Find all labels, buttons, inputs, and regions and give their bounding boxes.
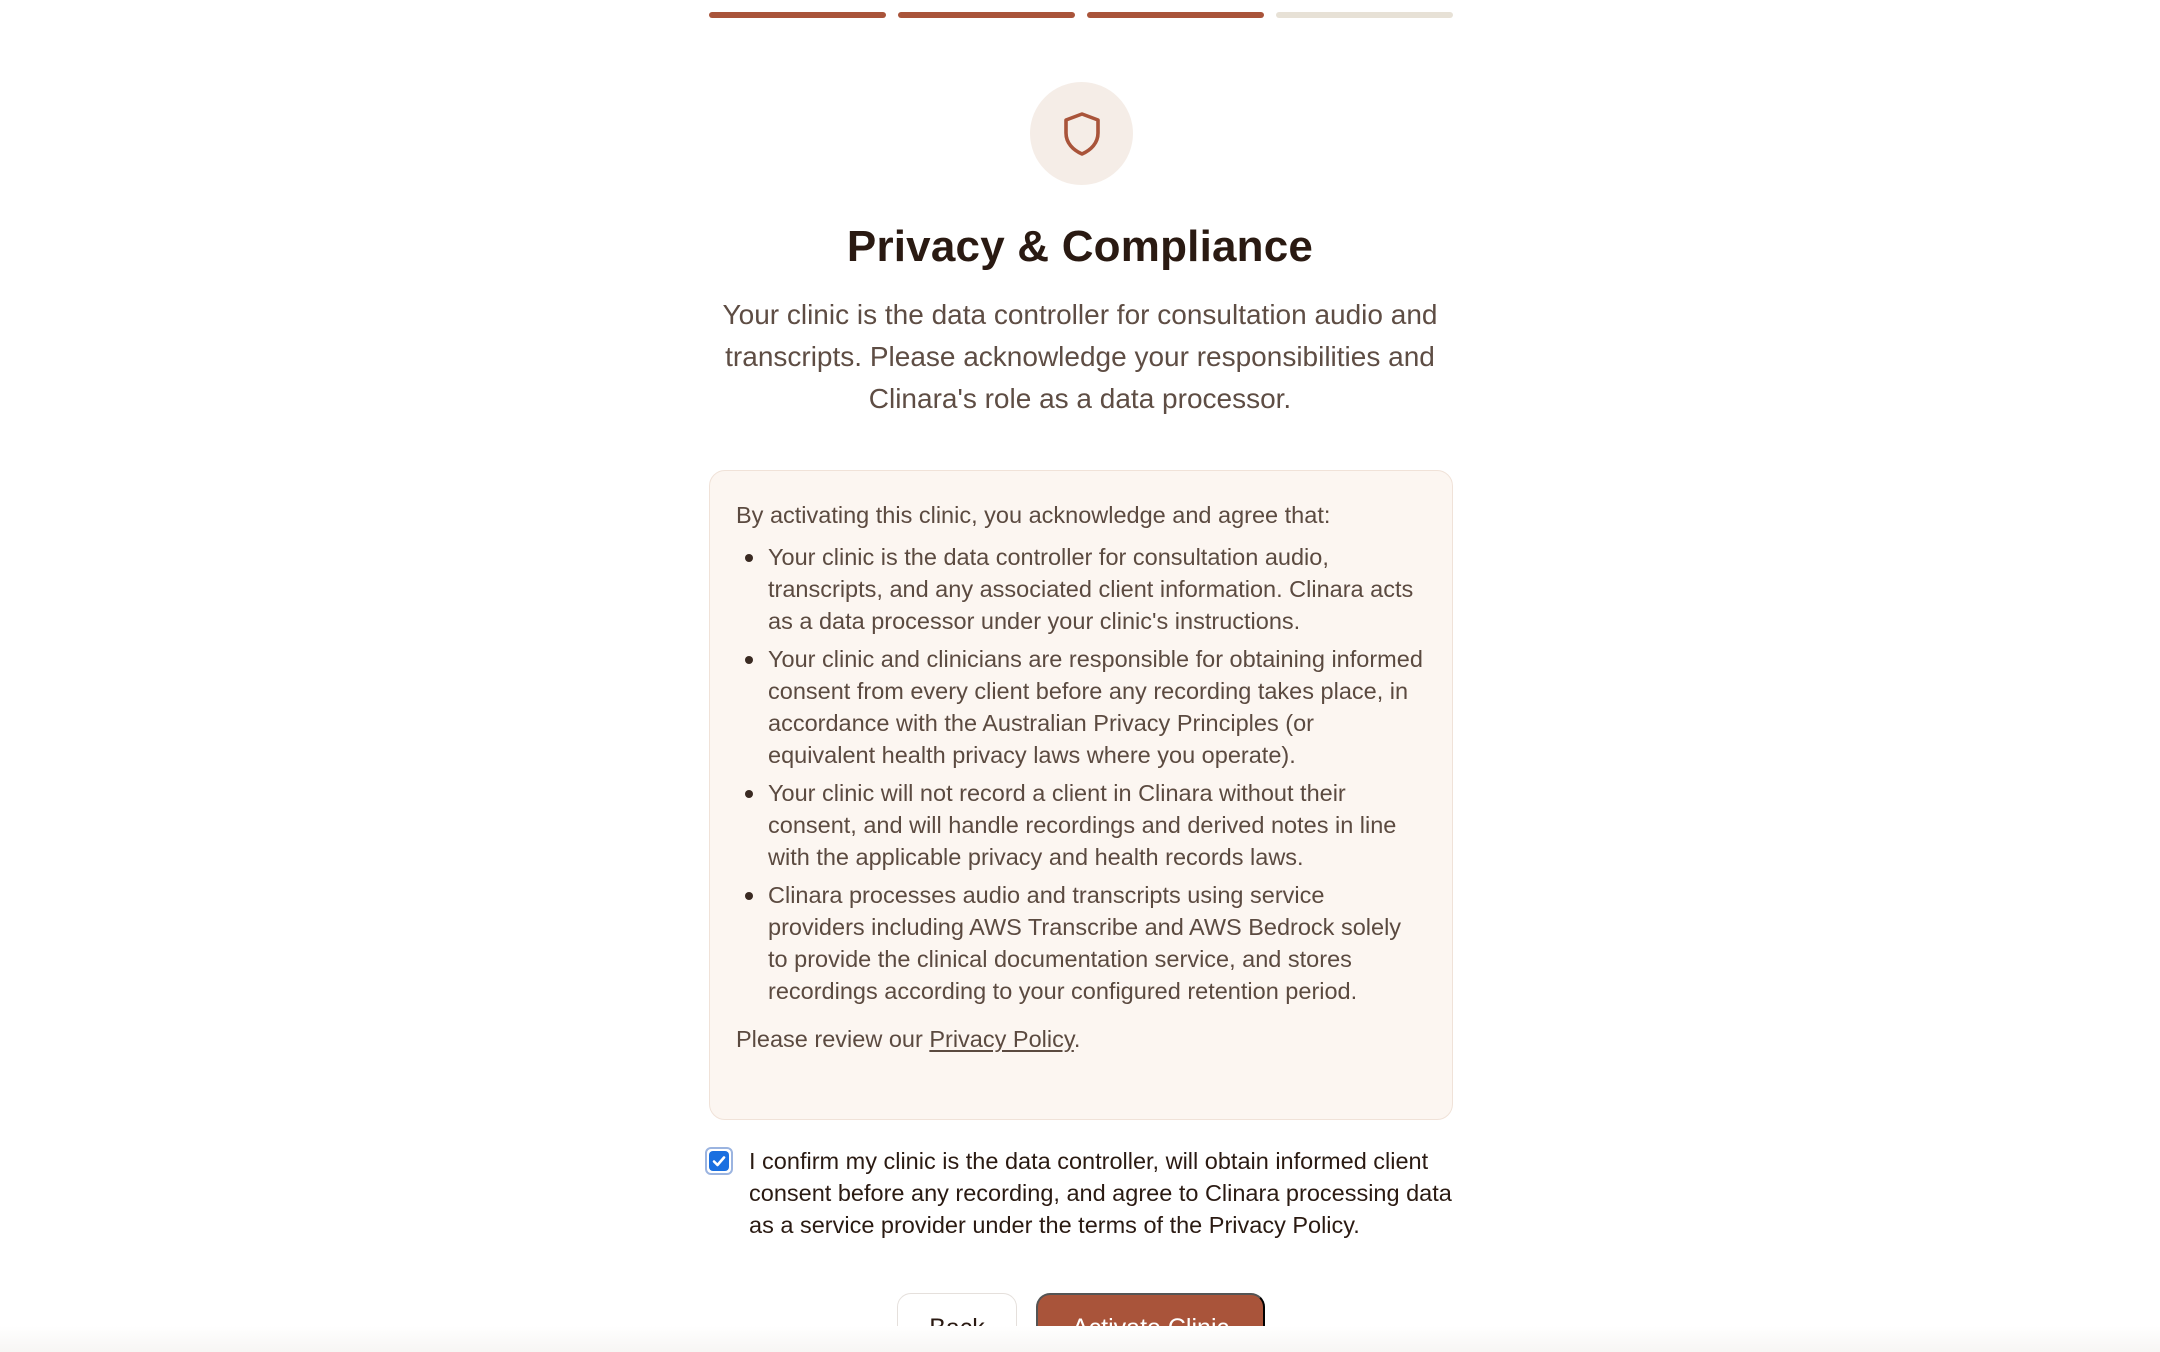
shield-badge bbox=[1030, 82, 1133, 185]
review-suffix: . bbox=[1073, 1026, 1081, 1052]
checkbox-fill bbox=[709, 1151, 729, 1171]
progress-step-3 bbox=[1087, 12, 1264, 18]
check-icon bbox=[711, 1153, 727, 1169]
bullet-icon bbox=[745, 790, 753, 798]
confirm-consent[interactable] bbox=[705, 1145, 1465, 1241]
agreement-list bbox=[736, 541, 1426, 1007]
privacy-policy-link[interactable]: Privacy Policy bbox=[929, 1026, 1074, 1052]
progress-stepper bbox=[709, 12, 1453, 18]
agreement-item bbox=[736, 643, 1426, 771]
confirm-label: I confirm my clinic is the data controller, will obtain informed client consent before any recording, and agree to Clinara processing data as a service provider under the terms of the Privacy Policy. bbox=[749, 1148, 1452, 1238]
page-title: Privacy & Compliance bbox=[846, 222, 1314, 271]
bottom-fade bbox=[0, 1326, 2160, 1352]
agreement-item bbox=[736, 777, 1426, 873]
agreement-intro: By activating this clinic, you acknowledge and agree that: bbox=[736, 502, 1331, 528]
agreement-item-text: Clinara processes audio and transcripts using service providers including AWS Transcribe and AWS Bedrock solely to provide the clinical documentation service, and stores recordings according to your configured retention period. bbox=[768, 882, 1402, 1004]
bullet-icon bbox=[745, 892, 753, 900]
agreement-item bbox=[736, 879, 1426, 1007]
bullet-icon bbox=[745, 656, 753, 664]
bullet-icon bbox=[745, 554, 753, 562]
agreement-item-text: Your clinic and clinicians are responsible for obtaining informed consent from every client before any recording takes place, in accordance with the Australian Privacy Principles (or equivalent health privacy laws where you operate). bbox=[768, 646, 1423, 768]
progress-step-4 bbox=[1276, 12, 1453, 18]
confirm-checkbox[interactable] bbox=[705, 1147, 733, 1175]
shield-icon bbox=[1061, 111, 1103, 157]
review-prefix: Please review our bbox=[736, 1026, 930, 1052]
privacy-review-line bbox=[736, 1023, 1426, 1055]
agreement-item bbox=[736, 541, 1426, 637]
agreement-card bbox=[709, 470, 1453, 1120]
page-subtitle: Your clinic is the data controller for consultation audio and transcripts. Please acknowledge your responsibilities and Clinara's role as a data processor. bbox=[722, 299, 1438, 414]
agreement-item-text: Your clinic is the data controller for consultation audio, transcripts, and any associated client information. Clinara acts as a data processor under your clinic's instructions. bbox=[768, 544, 1414, 634]
agreement-item-text: Your clinic will not record a client in Clinara without their consent, and will handle recordings and derived notes in line with the applicable privacy and health records laws. bbox=[768, 780, 1397, 870]
progress-step-2 bbox=[898, 12, 1075, 18]
progress-step-1 bbox=[709, 12, 886, 18]
